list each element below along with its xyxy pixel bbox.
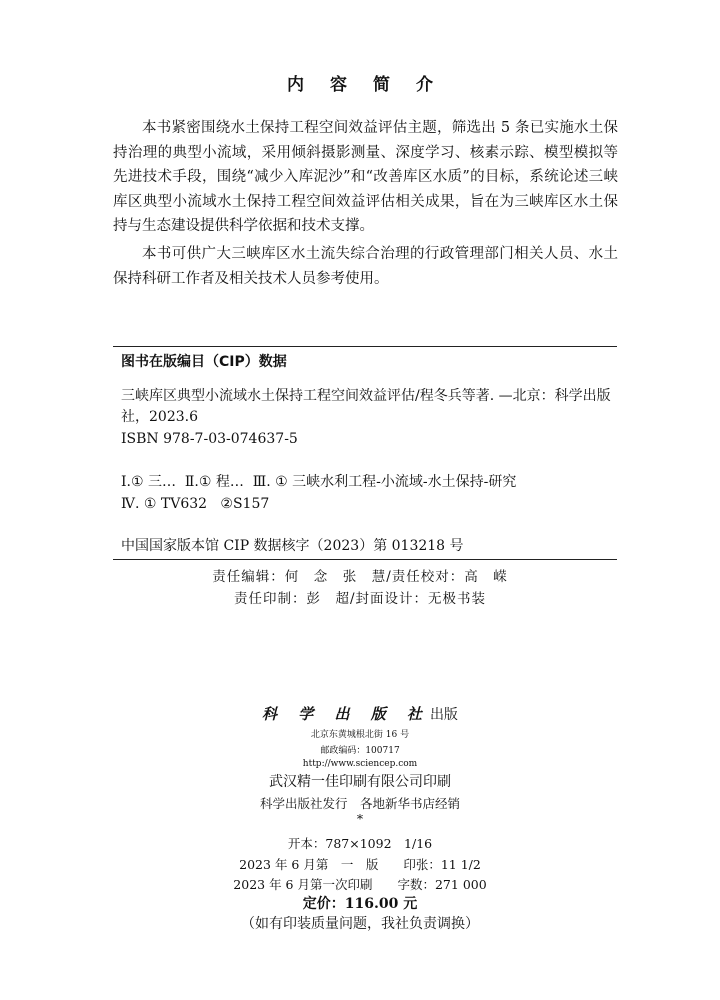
publisher-postcode: 邮政编码：100717 (320, 746, 400, 756)
title-char: 简 (373, 75, 390, 95)
cip-heading: 图书在版编目（CIP）数据 (121, 354, 287, 370)
distribution: 科学出版社发行 各地新华书店经销 (259, 796, 460, 811)
cip-classification-2: Ⅳ. ① TV632 ②S157 (121, 496, 270, 512)
cip-bottom-rule (113, 559, 617, 560)
title-char: 内 (287, 75, 304, 95)
cip-top-rule (113, 346, 617, 347)
edition-line: 2023 年 6 月第 一 版 印张：11 1/2 (239, 857, 481, 872)
title-char: 介 (416, 75, 433, 95)
printer: 武汉精一佳印刷有限公司印刷 (269, 774, 451, 790)
cip-isbn: ISBN 978-7-03-074637-5 (121, 431, 298, 447)
format-line: 开本：787×1092 1/16 (287, 836, 433, 851)
publisher-address: 北京东黄城根北街 16 号 (310, 730, 410, 740)
cip-record-number: 中国国家版本馆 CIP 数据核字（2023）第 013218 号 (121, 538, 464, 554)
printing-line: 2023 年 6 月第一次印刷 字数：271 000 (233, 877, 487, 892)
page-title (0, 70, 720, 95)
price: 定价：116.00 元 (302, 896, 418, 912)
title-char: 容 (330, 75, 347, 95)
cip-citation: 三峡库区典型小流域水土保持工程空间效益评估/程冬兵等著. —北京：科学出版社，2023.6 (121, 388, 611, 425)
quality-note: （如有印装质量问题，我社负责调换） (241, 916, 479, 932)
publisher-name: 科 学 出 版 社 (262, 705, 430, 723)
publisher-suffix: 出版 (429, 707, 458, 723)
cip-classification-1: Ⅰ.① 三… Ⅱ.① 程… Ⅲ. ① 三峡水利工程-小流域-水土保持-研究 (121, 474, 517, 490)
credits-line-1: 责任编辑：何 念 张 慧/责任校对：高 嵘 (212, 569, 508, 585)
separator-star: * (356, 811, 364, 826)
intro-paragraph-1: 本书紧密围绕水土保持工程空间效益评估主题，筛选出 5 条已实施水土保持治理的典型小流域，采用倾斜摄影测量、深度学习、核素示踪、模型模拟等先进技术手段，围绕“减少入库泥沙”和“改善库区水质”的目标，系统论述三峡库区典型小流域水土保持工程空间效益评估相关成果，旨在为三峡库区水土保持与生态建设提供科学依据和技术支撑。 (113, 120, 618, 234)
credits-line-2: 责任印制：彭 超/封面设计：无极书装 (233, 591, 487, 607)
publisher-line (0, 703, 720, 724)
publisher-website: http://www.sciencep.com (302, 759, 418, 769)
intro-paragraph-2: 本书可供广大三峡库区水土流失综合治理的行政管理部门相关人员、水土保持科研工作者及相关技术人员参考使用。 (113, 246, 618, 287)
